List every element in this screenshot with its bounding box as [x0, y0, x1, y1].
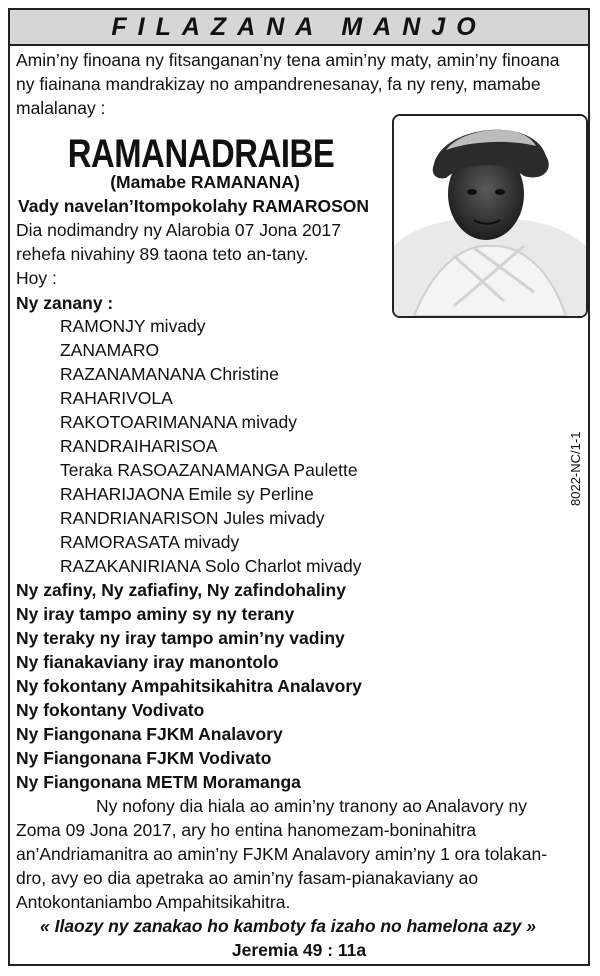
funeral-line-1: Ny nofony dia hiala ao amin’ny tranony ao Analavory ny: [96, 796, 527, 816]
relatives-line: Ny fianakaviany iray manontolo: [16, 652, 279, 672]
list-item: Teraka RASOAZANAMANGA Paulette: [60, 460, 358, 480]
children-heading: Ny zanany :: [16, 293, 114, 313]
funeral-line-5: Antokontaniambo Ampahitsikahitra.: [16, 892, 291, 912]
list-item: RANDRIANARISON Jules mivady: [60, 508, 325, 528]
list-item: RAHARIVOLA: [60, 388, 173, 408]
bible-verse: « Ilaozy ny zanakao ho kamboty fa izaho no hamelona azy »: [40, 916, 536, 936]
funeral-line-3: an’Andriamanitra ao amin’ny FJKM Analavory amin’ny 1 ora tolakan-: [16, 844, 548, 864]
relatives-line: Ny fokontany Ampahitsikahitra Analavory: [16, 676, 362, 696]
relatives-line: Ny iray tampo aminy sy ny terany: [16, 604, 295, 624]
relatives-line: Ny Fiangonana METM Moramanga: [16, 772, 301, 792]
intro-line-1: Amin’ny finoana ny fitsanganan’ny tena amin’ny maty, amin’ny finoana: [16, 50, 560, 70]
list-item: RAMONJY mivady: [60, 316, 206, 336]
death-date-line: Dia nodimandry ny Alarobia 07 Jona 2017: [16, 220, 341, 240]
ad-reference-code: 8022-NC/1-1: [568, 431, 583, 506]
relatives-line: Ny zafiny, Ny zafiafiny, Ny zafindohaliny: [16, 580, 346, 600]
funeral-line-2: Zoma 09 Jona 2017, ary ho entina hanomezam-boninahitra: [16, 820, 477, 840]
intro-line-2: ny fiainana mandrakizay no ampandrenesanay, fa ny reny, mamabe: [16, 74, 541, 94]
list-item: RAKOTOARIMANANA mivady: [60, 412, 297, 432]
spouse-prefix: Vady navelan’Itompokolahy: [18, 196, 253, 216]
list-item: RAMORASATA mivady: [60, 532, 240, 552]
notice-title: FILAZANA MANJO: [111, 12, 487, 41]
deceased-name: RAMANADRAIBE: [67, 132, 335, 176]
portrait-image: [394, 116, 586, 316]
deceased-alias: (Mamabe RAMANANA): [110, 172, 300, 192]
hoy-label: Hoy :: [16, 268, 57, 288]
relatives-line: Ny teraky ny iray tampo amin’ny vadiny: [16, 628, 345, 648]
funeral-line-4: dro, avy eo dia apetraka ao amin’ny fasam-pianakaviany ao: [16, 868, 479, 888]
list-item: RAHARIJAONA Emile sy Perline: [60, 484, 314, 504]
list-item: ZANAMARO: [60, 340, 160, 360]
spouse-name: RAMAROSON: [252, 196, 370, 216]
notice-frame: [8, 8, 590, 966]
relatives-line: Ny Fiangonana FJKM Analavory: [16, 724, 283, 744]
deceased-photo: [392, 114, 588, 318]
list-item: RAZANAMANANA Christine: [60, 364, 279, 384]
notice-header: [10, 10, 588, 46]
spouse-line: [18, 194, 369, 218]
relatives-line: Ny Fiangonana FJKM Vodivato: [16, 748, 272, 768]
verse-reference: Jeremia 49 : 11a: [231, 940, 367, 960]
relatives-line: Ny fokontany Vodivato: [16, 700, 205, 720]
age-line: rehefa nivahiny 89 taona teto an-tany.: [16, 244, 309, 264]
list-item: RANDRAIHARISOA: [60, 436, 218, 456]
list-item: RAZAKANIRIANA Solo Charlot mivady: [60, 556, 362, 576]
intro-line-3: malalanay :: [16, 98, 106, 118]
